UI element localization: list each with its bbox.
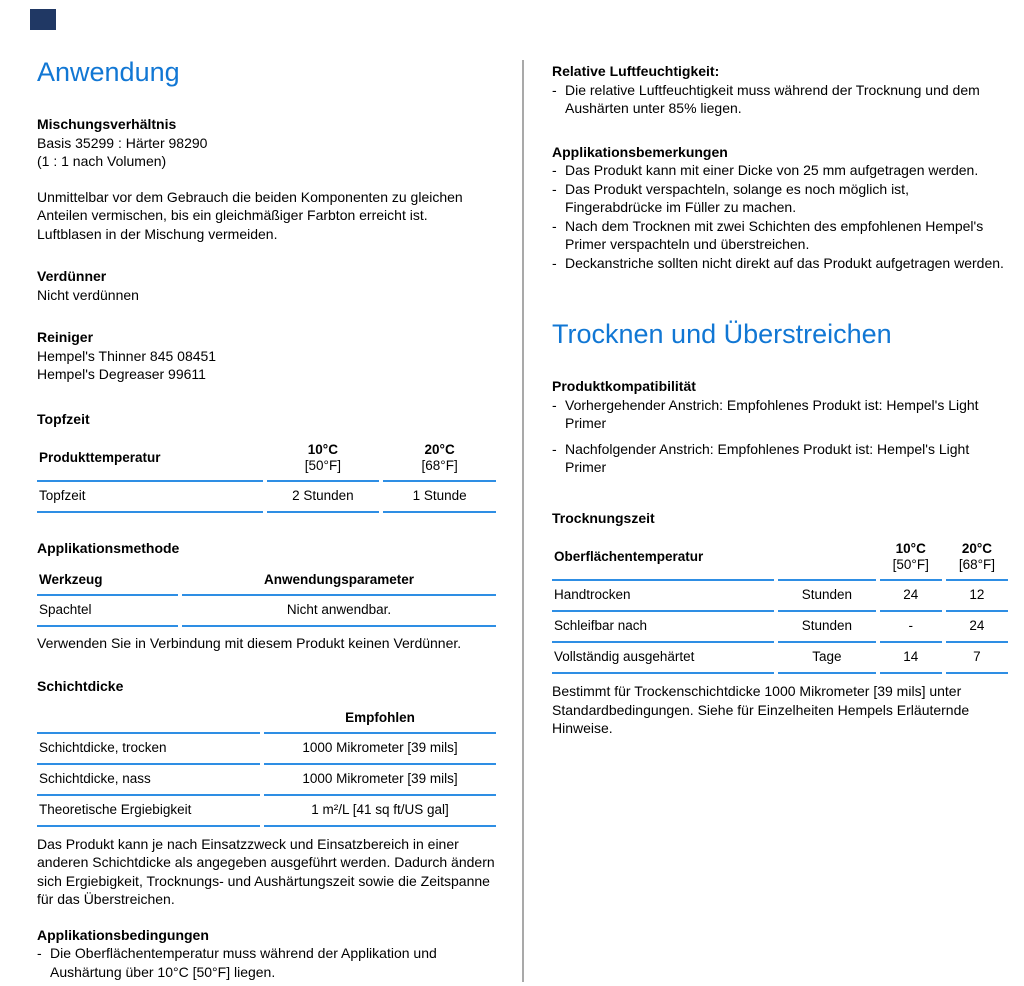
cell-value: 7 <box>946 643 1008 674</box>
bullet-text: Nachfolgender Anstrich: Empfohlenes Produkt ist: Hempel's Light Primer <box>565 440 970 475</box>
col-header-empty <box>37 706 260 734</box>
bullet-dash: - <box>552 81 557 98</box>
row-label-topfzeit: Topfzeit <box>37 482 263 513</box>
bullet-text: Die relative Luftfeuchtigkeit muss während der Trocknung und dem Aushärten unter 85% liegen. <box>565 81 980 116</box>
film-thickness-paragraph: Das Produkt kann je nach Einsatzzweck und Einsatzbereich in einer anderen Schichtdicke als angegeben ausgeführt werden. Dadurch ändern sich Ergiebigkeit, Trocknungs- und Aushärtungszeit sowie die Zeitspanne für das Überstreichen. <box>37 835 495 907</box>
section-title-anwendung: Anwendung <box>37 57 180 87</box>
col-header-oberflaechentemperatur: Oberflächentemperatur <box>552 537 774 581</box>
table-row <box>37 765 496 796</box>
bullet-item <box>552 81 1008 118</box>
subsection-heading-schichtdicke: Schichtdicke <box>37 678 124 694</box>
cell-value: - <box>880 612 942 643</box>
subsection-heading-produktkompatibilitaet: Produktkompatibilität <box>552 378 696 394</box>
bullet-item <box>552 217 1008 254</box>
topfzeit-table <box>33 438 500 513</box>
section-title-trocknen-und-ueberstreichen: Trocknen und Überstreichen <box>552 319 892 349</box>
applikationsmethode-table <box>33 568 500 627</box>
mixing-ratio-line: Basis 35299 : Härter 98290 <box>37 134 208 151</box>
bullet-dash: - <box>552 396 557 413</box>
table-header-row <box>37 438 496 482</box>
col-header-produkttemperatur: Produkttemperatur <box>37 438 263 482</box>
bullet-text: Das Produkt kann mit einer Dicke von 25 mm aufgetragen werden. <box>565 162 979 178</box>
table-row <box>37 734 496 765</box>
left-column <box>37 0 496 981</box>
bullet-text: Vorhergehender Anstrich: Empfohlenes Produkt ist: Hempel's Light Primer <box>565 396 979 431</box>
col-header-anwendungsparameter: Anwendungsparameter <box>182 568 496 596</box>
bullet-item <box>37 944 496 981</box>
subsection-heading-topfzeit: Topfzeit <box>37 410 90 427</box>
subsection-heading-reiniger: Reiniger <box>37 329 94 345</box>
table-row <box>552 643 1008 674</box>
table-row <box>552 612 1008 643</box>
bullet-item <box>552 254 1008 273</box>
bullet-dash: - <box>552 162 557 178</box>
subsection-heading-mischungsverhaeltnis: Mischungsverhältnis <box>37 116 177 132</box>
cell-value: 1000 Mikrometer [39 mils] <box>264 765 496 796</box>
col-header-werkzeug: Werkzeug <box>37 568 178 596</box>
table-row <box>552 581 1008 612</box>
col-header-10c: 10°C [50°F] <box>267 438 380 482</box>
subsection-heading-applikationsmethode: Applikationsmethode <box>37 540 180 556</box>
bullet-text: Nach dem Trocknen mit zwei Schichten des empfohlenen Hempel's Primer verspachteln und überstreichen. <box>565 217 984 252</box>
bullet-item <box>552 440 1008 477</box>
row-label-spachtel: Spachtel <box>37 596 178 627</box>
table-row <box>37 796 496 827</box>
table-row <box>37 596 496 627</box>
row-label: Schleifbar nach <box>552 612 774 643</box>
table-row <box>37 482 496 513</box>
subsection-heading-relative-luftfeuchtigkeit: Relative Luftfeuchtigkeit: <box>552 63 720 79</box>
bullet-dash: - <box>37 945 42 961</box>
col-header-empfohlen: Empfohlen <box>264 706 496 734</box>
bullet-text: Die Oberflächentemperatur muss während der Applikation und Aushärtung über 10°C [50°F] liegen. <box>50 945 437 980</box>
bullet-dash: - <box>552 440 557 457</box>
cell-value: 2 Stunden <box>267 482 380 513</box>
table-note: Verwenden Sie in Verbindung mit diesem Produkt keinen Verdünner. <box>37 634 462 651</box>
cell-unit: Stunden <box>778 581 876 612</box>
trocknungszeit-table <box>548 537 1012 674</box>
cell-value: 1000 Mikrometer [39 mils] <box>264 734 496 765</box>
cell-value: 24 <box>946 612 1008 643</box>
bullet-dash: - <box>552 217 557 234</box>
cell-value: 1 Stunde <box>383 482 496 513</box>
row-label: Vollständig ausgehärtet <box>552 643 774 674</box>
col-header-10c: 10°C [50°F] <box>880 537 942 581</box>
bullet-item <box>552 396 1008 433</box>
cell-value: 24 <box>880 581 942 612</box>
table-header-row <box>37 706 496 734</box>
row-label: Handtrocken <box>552 581 774 612</box>
mixing-instructions-paragraph: Unmittelbar vor dem Gebrauch die beiden Komponenten zu gleichen Anteilen vermischen, bis ein gleichmäßiger Farbton erreicht ist. Luftblasen in der Mischung vermeiden. <box>37 188 463 242</box>
cell-value: 1 m²/L [41 sq ft/US gal] <box>264 796 496 827</box>
cell-unit: Tage <box>778 643 876 674</box>
table-header-row <box>552 537 1008 581</box>
bullet-item <box>552 180 1008 217</box>
col-header-unit <box>778 537 876 581</box>
cleaner-line-1: Hempel's Thinner 845 08451 <box>37 347 217 364</box>
bullet-dash: - <box>552 180 557 197</box>
cell-value: 12 <box>946 581 1008 612</box>
bullet-item <box>552 161 1008 180</box>
mixing-ratio-volume-line: (1 : 1 nach Volumen) <box>37 153 167 169</box>
right-column <box>552 0 1008 738</box>
schichtdicke-table <box>33 706 500 827</box>
cell-unit: Stunden <box>778 612 876 643</box>
cell-value: 14 <box>880 643 942 674</box>
row-label: Schichtdicke, nass <box>37 765 260 796</box>
subsection-heading-trocknungszeit: Trocknungszeit <box>552 509 655 526</box>
subsection-heading-applikationsbemerkungen: Applikationsbemerkungen <box>552 143 728 160</box>
table-header-row <box>37 568 496 596</box>
row-label: Theoretische Ergiebigkeit <box>37 796 260 827</box>
col-header-20c: 20°C [68°F] <box>946 537 1008 581</box>
column-divider <box>522 60 524 982</box>
subsection-heading-applikationsbedingungen: Applikationsbedingungen <box>37 926 209 943</box>
col-header-20c: 20°C [68°F] <box>383 438 496 482</box>
bullet-text: Das Produkt verspachteln, solange es noch möglich ist, Fingerabdrücke im Füller zu machen. <box>565 180 909 215</box>
subsection-heading-verduenner: Verdünner <box>37 268 107 284</box>
cell-value: Nicht anwendbar. <box>182 596 496 627</box>
table-note: Bestimmt für Trockenschichtdicke 1000 Mikrometer [39 mils] unter Standardbedingungen. Siehe für Einzelheiten Hempels Erläuternde Hinweise. <box>552 683 970 736</box>
cleaner-line-2: Hempel's Degreaser 99611 <box>37 366 206 382</box>
row-label: Schichtdicke, trocken <box>37 734 260 765</box>
bullet-text: Deckanstriche sollten nicht direkt auf das Produkt aufgetragen werden. <box>565 254 1004 271</box>
bullet-dash: - <box>552 254 557 271</box>
thinner-value-line: Nicht verdünnen <box>37 286 139 303</box>
